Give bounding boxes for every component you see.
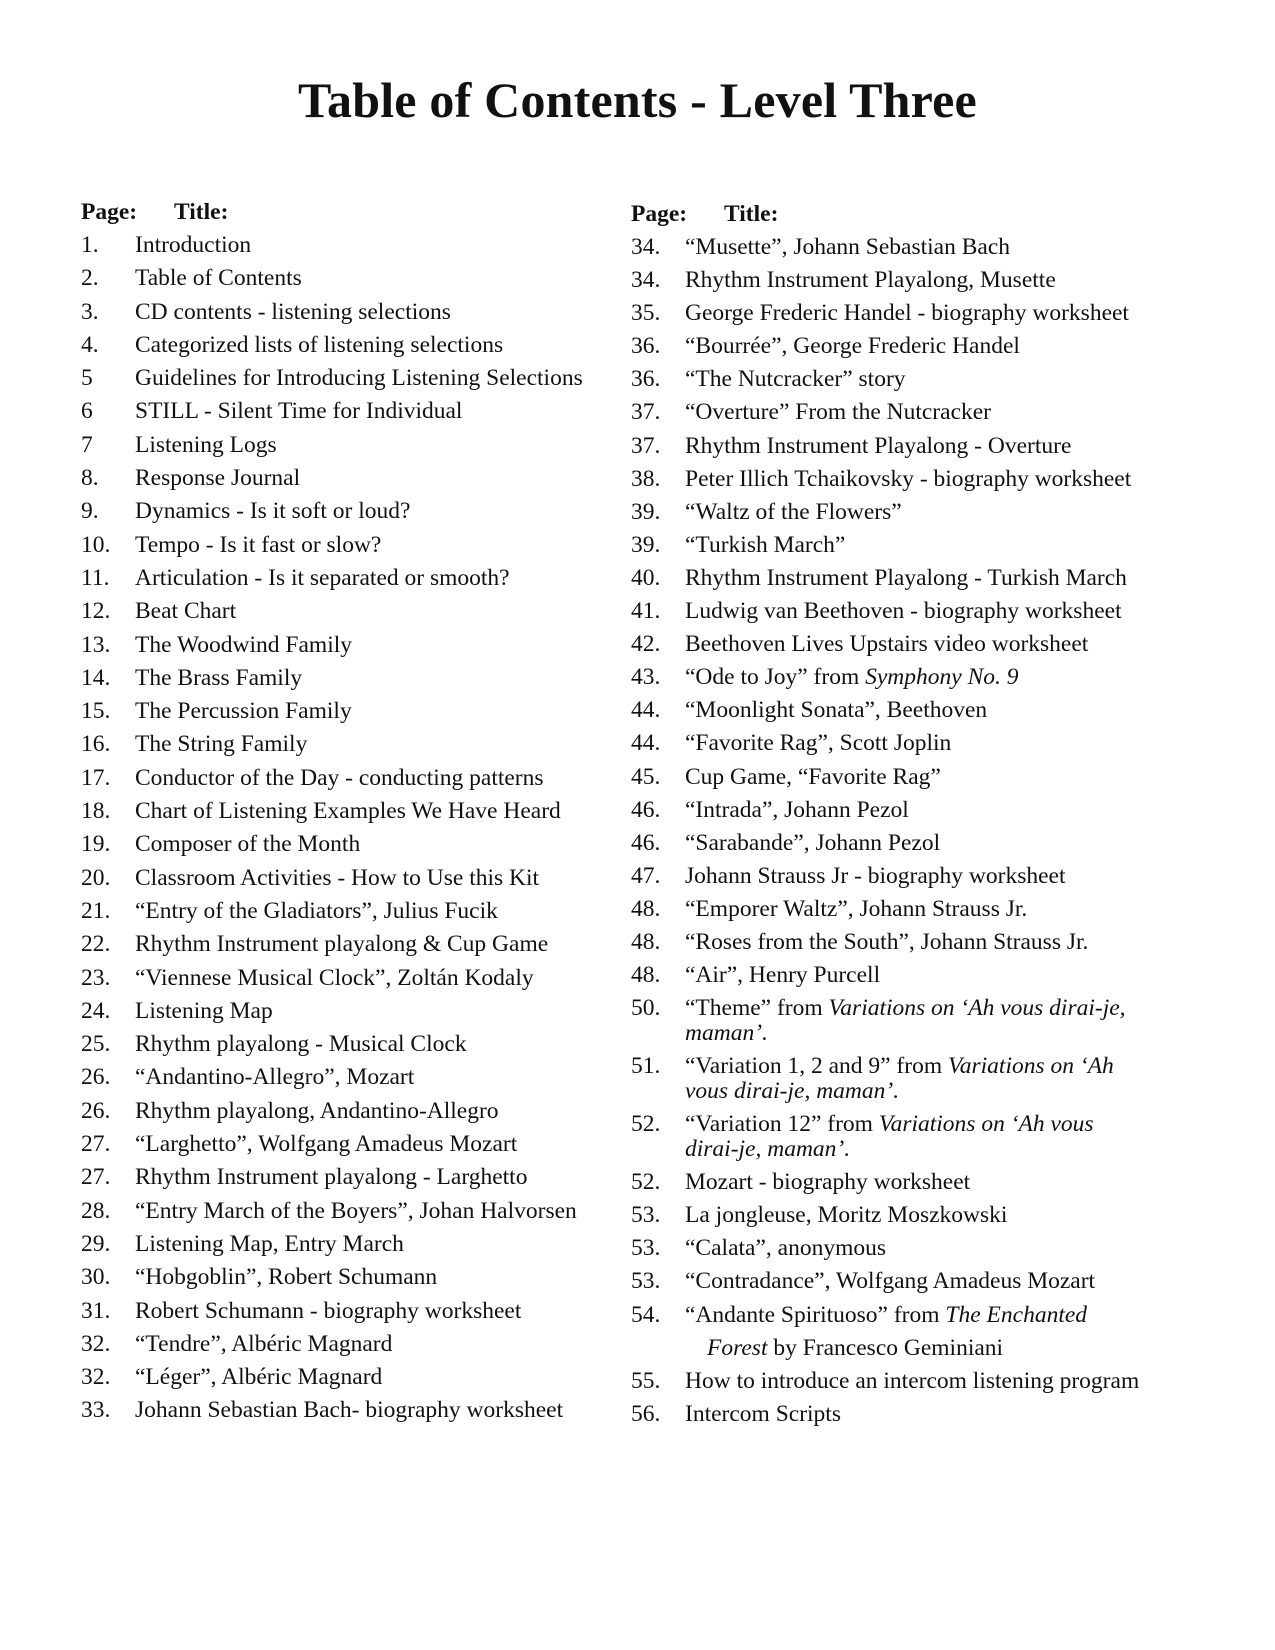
page-number: 28. xyxy=(81,1197,111,1224)
entry-title: Rhythm playalong - Musical Clock xyxy=(135,1031,467,1058)
entry-title-text: “Theme” from xyxy=(685,995,829,1022)
toc-entry xyxy=(631,1108,1151,1166)
page-number: 20. xyxy=(81,864,111,891)
toc-entry xyxy=(631,1166,1151,1199)
entry-title: Rhythm Instrument playalong & Cup Game xyxy=(135,931,549,958)
page-header: Page: xyxy=(81,199,138,225)
entry-title: Beethoven Lives Upstairs video worksheet xyxy=(685,631,1089,658)
entry-title-continuation xyxy=(685,1332,1151,1365)
page-number: 1. xyxy=(81,232,99,258)
toc-entry xyxy=(631,396,1151,429)
page-number: 52. xyxy=(631,1111,661,1138)
toc-entry xyxy=(81,296,611,329)
page-number: 2. xyxy=(81,265,99,292)
toc-entry xyxy=(631,1365,1151,1398)
page-number: 24. xyxy=(81,997,111,1024)
toc-entry xyxy=(631,297,1151,330)
page-number: 5 xyxy=(81,365,93,392)
page-number: 22. xyxy=(81,931,111,958)
entry-title-text: “Ode to Joy” from xyxy=(685,664,866,691)
page-number: 25. xyxy=(81,1031,111,1058)
page-number: 46. xyxy=(631,796,661,823)
entry-title: “Calata”, anonymous xyxy=(685,1235,886,1262)
entry-title: Dynamics - Is it soft or loud? xyxy=(135,498,411,525)
entry-title-italic: Variations on ‘Ah vous dirai-je, maman’. xyxy=(685,1053,1114,1105)
toc-entry xyxy=(631,959,1151,992)
page-number: 4. xyxy=(81,331,99,358)
toc-entry xyxy=(631,529,1151,562)
toc-entry xyxy=(631,860,1151,893)
entry-title: “Turkish March” xyxy=(685,531,846,558)
entry-title: Robert Schumann - biography worksheet xyxy=(135,1297,522,1324)
entry-title: “Bourrée”, George Frederic Handel xyxy=(685,333,1020,360)
toc-entry xyxy=(81,429,611,462)
toc-entry xyxy=(81,1228,611,1261)
toc-entry xyxy=(81,728,611,761)
page-number: 18. xyxy=(81,798,111,825)
toc-entry xyxy=(81,762,611,795)
toc-entry xyxy=(81,495,611,528)
page-number: 34. xyxy=(631,234,661,260)
toc-entry xyxy=(81,962,611,995)
toc-entry xyxy=(81,1295,611,1328)
page-number: 45. xyxy=(631,763,661,790)
entry-title: Johann Sebastian Bach- biography worksheet xyxy=(135,1397,564,1424)
entry-title: Ludwig van Beethoven - biography worksheet xyxy=(685,598,1122,625)
entry-title: “Favorite Rag”, Scott Joplin xyxy=(685,730,952,757)
entry-title: Rhythm playalong, Andantino-Allegro xyxy=(135,1097,499,1124)
toc-entry xyxy=(631,1398,1151,1431)
entry-title: Tempo - Is it fast or slow? xyxy=(135,531,382,558)
page-number: 44. xyxy=(631,697,661,724)
entry-title: “Emporer Waltz”, Johann Strauss Jr. xyxy=(685,895,1028,922)
page-number: 32. xyxy=(81,1364,111,1391)
toc-entry xyxy=(631,330,1151,363)
page-header: Page: xyxy=(631,201,688,227)
entry-title: “Moonlight Sonata”, Beethoven xyxy=(685,697,988,724)
page-number: 27. xyxy=(81,1164,111,1191)
page-number: 36. xyxy=(631,366,661,393)
page-number: 37. xyxy=(631,399,661,426)
toc-entry xyxy=(81,562,611,595)
entry-title: Rhythm Instrument Playalong, Musette xyxy=(685,267,1056,294)
page-number: 14. xyxy=(81,664,111,691)
page-number: 36. xyxy=(631,333,661,360)
entry-title: Rhythm Instrument Playalong - Turkish March xyxy=(685,564,1127,591)
toc-entry xyxy=(81,862,611,895)
entry-title: “Tendre”, Albéric Magnard xyxy=(135,1330,393,1357)
page-number: 43. xyxy=(631,664,661,691)
entry-title: “Viennese Musical Clock”, Zoltán Kodaly xyxy=(135,964,534,991)
page-number: 13. xyxy=(81,631,111,658)
toc-entry xyxy=(81,1394,611,1427)
entry-title: The Percussion Family xyxy=(135,698,352,725)
toc-entry xyxy=(81,462,611,495)
entry-title: The String Family xyxy=(135,731,308,758)
entry-title-text: “Andante Spirituoso” from xyxy=(685,1301,946,1328)
toc-left-list xyxy=(81,229,611,1428)
entry-title: “The Nutcracker” story xyxy=(685,366,906,393)
entry-title: Table of Contents xyxy=(135,265,302,292)
page-number: 48. xyxy=(631,928,661,955)
entry-title: “Roses from the South”, Johann Strauss Jr. xyxy=(685,928,1089,955)
column-header xyxy=(81,196,611,229)
entry-title: Classroom Activities - How to Use this Kit xyxy=(135,864,540,891)
toc-entry xyxy=(81,629,611,662)
toc-entry xyxy=(631,628,1151,661)
entry-title-italic: Variations on ‘Ah vous dirai-je, maman’. xyxy=(685,1111,1094,1163)
toc-left-column xyxy=(81,196,611,1428)
page-number: 32. xyxy=(81,1330,111,1357)
page-number: 53. xyxy=(631,1202,661,1229)
entry-title: Listening Logs xyxy=(135,431,277,458)
entry-title: “Andantino-Allegro”, Mozart xyxy=(135,1064,415,1091)
toc-entry xyxy=(631,363,1151,396)
page-number: 48. xyxy=(631,962,661,989)
page-title: Table of Contents - Level Three xyxy=(298,72,977,128)
page-number: 23. xyxy=(81,964,111,991)
toc-entry xyxy=(81,329,611,362)
entry-title: The Brass Family xyxy=(135,664,303,691)
page-number: 53. xyxy=(631,1235,661,1262)
toc-entry xyxy=(631,992,1151,1050)
toc-entry xyxy=(631,595,1151,628)
page-number: 40. xyxy=(631,564,661,591)
toc-entry xyxy=(631,761,1151,794)
toc-entry xyxy=(81,1095,611,1128)
entry-title xyxy=(685,1054,1151,1104)
entry-title: Listening Map, Entry March xyxy=(135,1230,404,1257)
entry-title: “Waltz of the Flowers” xyxy=(685,498,902,525)
entry-title: STILL - Silent Time for Individual xyxy=(135,398,463,425)
page-number: 46. xyxy=(631,829,661,856)
page-number: 37. xyxy=(631,432,661,459)
entry-title: Peter Illich Tchaikovsky - biography worksheet xyxy=(685,465,1132,492)
toc-entry xyxy=(81,262,611,295)
entry-title: Intercom Scripts xyxy=(685,1400,841,1427)
page-number: 11. xyxy=(81,564,110,591)
toc-entry xyxy=(81,229,611,262)
toc-entry xyxy=(631,893,1151,926)
page-number: 39. xyxy=(631,498,661,525)
toc-entry xyxy=(631,694,1151,727)
entry-title: “Larghetto”, Wolfgang Amadeus Mozart xyxy=(135,1131,518,1158)
page-number: 34. xyxy=(631,267,661,294)
entry-title: “Entry March of the Boyers”, Johan Halvorsen xyxy=(135,1197,577,1224)
entry-title xyxy=(685,1299,1151,1365)
entry-title: How to introduce an intercom listening program xyxy=(685,1367,1140,1394)
page-number: 3. xyxy=(81,298,99,325)
toc-entry xyxy=(631,1050,1151,1108)
page-number: 54. xyxy=(631,1301,661,1328)
entry-title: “Air”, Henry Purcell xyxy=(685,962,881,989)
title-header: Title: xyxy=(174,199,229,225)
entry-title: CD contents - listening selections xyxy=(135,298,451,325)
entry-title: Articulation - Is it separated or smooth? xyxy=(135,564,510,591)
page-number: 31. xyxy=(81,1297,111,1324)
entry-title: Johann Strauss Jr - biography worksheet xyxy=(685,862,1066,889)
toc-entry xyxy=(81,1161,611,1194)
toc-entry xyxy=(631,827,1151,860)
toc-entry xyxy=(631,794,1151,827)
entry-title: Conductor of the Day - conducting patterns xyxy=(135,764,544,791)
toc-entry xyxy=(81,1261,611,1294)
toc-entry xyxy=(631,496,1151,529)
toc-entry xyxy=(81,1361,611,1394)
entry-title-italic: Variations on ‘Ah vous dirai-je, maman’. xyxy=(685,995,1126,1047)
title-header: Title: xyxy=(724,201,779,227)
toc-entry xyxy=(81,395,611,428)
entry-title: Cup Game, “Favorite Rag” xyxy=(685,763,941,790)
toc-right-column xyxy=(631,198,1151,1431)
page-number: 38. xyxy=(631,465,661,492)
page-number: 16. xyxy=(81,731,111,758)
toc-entry xyxy=(631,1265,1151,1298)
page-number: 35. xyxy=(631,300,661,327)
page-number: 10. xyxy=(81,531,111,558)
toc-entry xyxy=(631,1199,1151,1232)
entry-title: Rhythm Instrument playalong - Larghetto xyxy=(135,1164,528,1191)
toc-entry xyxy=(81,529,611,562)
entry-title: “Intrada”, Johann Pezol xyxy=(685,796,909,823)
entry-title xyxy=(685,661,1151,694)
page-number: 52. xyxy=(631,1169,661,1196)
column-header xyxy=(631,198,1151,231)
page-number: 26. xyxy=(81,1097,111,1124)
toc-entry xyxy=(631,1299,1151,1365)
page-number: 42. xyxy=(631,631,661,658)
entry-title: “Musette”, Johann Sebastian Bach xyxy=(685,234,1010,260)
toc-entry xyxy=(81,1195,611,1228)
page-number: 41. xyxy=(631,598,661,625)
page-number: 30. xyxy=(81,1264,111,1291)
entry-title: La jongleuse, Moritz Moszkowski xyxy=(685,1202,1008,1229)
page-number: 6 xyxy=(81,398,93,425)
toc-entry xyxy=(631,926,1151,959)
entry-title: “Entry of the Gladiators”, Julius Fucik xyxy=(135,897,498,924)
entry-title: “Overture” From the Nutcracker xyxy=(685,399,992,426)
page-number: 7 xyxy=(81,431,93,458)
toc-entry xyxy=(81,1328,611,1361)
entry-title-italic: The Enchanted xyxy=(945,1301,1088,1328)
entry-title: Introduction xyxy=(135,232,252,258)
page-number: 51. xyxy=(631,1053,661,1080)
entry-title: “Contradance”, Wolfgang Amadeus Mozart xyxy=(685,1268,1096,1295)
entry-title xyxy=(685,996,1151,1046)
page-number: 26. xyxy=(81,1064,111,1091)
entry-title: Guidelines for Introducing Listening Selections xyxy=(135,365,583,392)
page-number: 15. xyxy=(81,698,111,725)
page-number: 17. xyxy=(81,764,111,791)
entry-title: “Sarabande”, Johann Pezol xyxy=(685,829,941,856)
toc-entry xyxy=(81,828,611,861)
page-number: 44. xyxy=(631,730,661,757)
toc-entry xyxy=(81,928,611,961)
page-number: 53. xyxy=(631,1268,661,1295)
toc-entry xyxy=(81,895,611,928)
page-number: 50. xyxy=(631,995,661,1022)
toc-entry xyxy=(81,362,611,395)
page-number: 29. xyxy=(81,1230,111,1257)
toc-entry xyxy=(631,430,1151,463)
entry-title-italic: Symphony No. 9 xyxy=(865,664,1019,691)
entry-title: George Frederic Handel - biography worksheet xyxy=(685,300,1129,327)
entry-title: Rhythm Instrument Playalong - Overture xyxy=(685,432,1072,459)
toc-entry xyxy=(81,1061,611,1094)
entry-title: Mozart - biography worksheet xyxy=(685,1169,971,1196)
entry-title: Listening Map xyxy=(135,997,273,1024)
toc-entry xyxy=(81,1028,611,1061)
entry-title: Categorized lists of listening selections xyxy=(135,331,504,358)
entry-title-text: “Variation 12” from xyxy=(685,1111,879,1138)
entry-title-text: by Francesco Geminiani xyxy=(767,1334,1004,1361)
toc-entry xyxy=(81,595,611,628)
entry-title: Beat Chart xyxy=(135,598,237,625)
entry-title xyxy=(685,1112,1151,1162)
page-number: 12. xyxy=(81,598,111,625)
toc-entry xyxy=(631,231,1151,264)
entry-title-text: “Variation 1, 2 and 9” from xyxy=(685,1053,948,1080)
entry-title: Composer of the Month xyxy=(135,831,361,858)
page-number: 8. xyxy=(81,465,99,492)
page-number: 27. xyxy=(81,1131,111,1158)
toc-entry xyxy=(631,463,1151,496)
toc-entry xyxy=(81,795,611,828)
page-number: 21. xyxy=(81,897,111,924)
page-number: 19. xyxy=(81,831,111,858)
entry-title: The Woodwind Family xyxy=(135,631,352,658)
entry-title: “Léger”, Albéric Magnard xyxy=(135,1364,383,1391)
toc-entry xyxy=(631,727,1151,760)
entry-title: Response Journal xyxy=(135,465,301,492)
page-number: 39. xyxy=(631,531,661,558)
toc-entry xyxy=(81,695,611,728)
page-number: 48. xyxy=(631,895,661,922)
page-number: 47. xyxy=(631,862,661,889)
page-number: 9. xyxy=(81,498,99,525)
toc-entry xyxy=(81,662,611,695)
toc-entry xyxy=(631,1232,1151,1265)
page-number: 56. xyxy=(631,1400,661,1427)
toc-entry xyxy=(631,264,1151,297)
toc-entry xyxy=(81,995,611,1028)
entry-title-italic: Forest xyxy=(707,1334,768,1361)
page-number: 55. xyxy=(631,1367,661,1394)
toc-entry xyxy=(81,1128,611,1161)
page-number: 33. xyxy=(81,1397,111,1424)
entry-title: Chart of Listening Examples We Have Heard xyxy=(135,798,561,825)
toc-entry xyxy=(631,562,1151,595)
entry-title: “Hobgoblin”, Robert Schumann xyxy=(135,1264,438,1291)
toc-entry xyxy=(631,661,1151,694)
